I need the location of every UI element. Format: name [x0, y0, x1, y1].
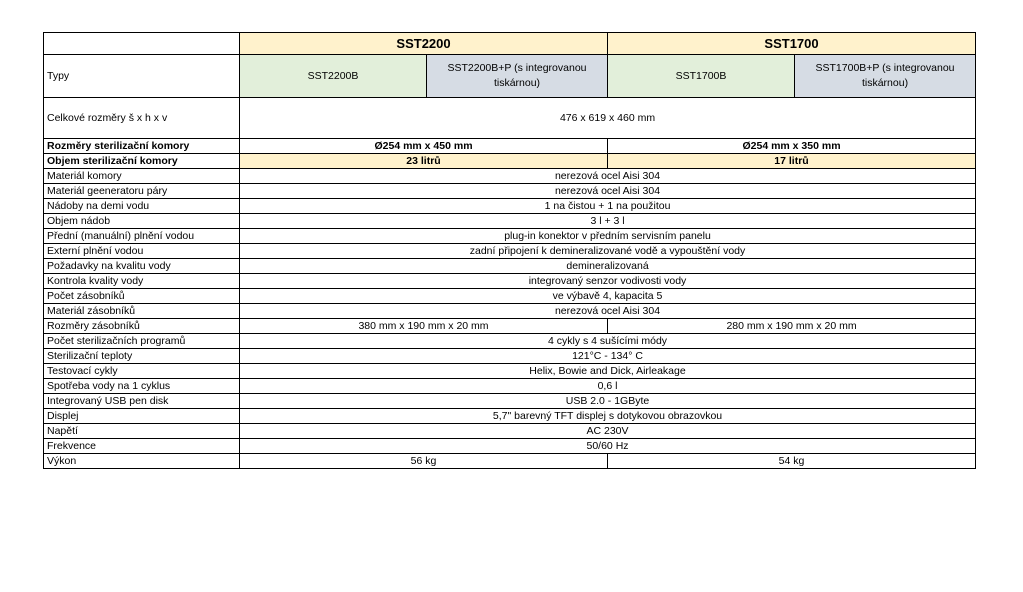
- header-empty-cell: [44, 33, 240, 55]
- row-value: AC 230V: [240, 424, 976, 439]
- model-sst2200: SST2200: [240, 33, 608, 55]
- row-label: Displej: [44, 409, 240, 424]
- table-row: [44, 259, 976, 274]
- row-value-sst2200: 380 mm x 190 mm x 20 mm: [240, 319, 608, 334]
- row-value-sst1700: 54 kg: [608, 454, 976, 469]
- table-row: [44, 394, 976, 409]
- type-sst2200b-p: SST2200B+P (s integrovanou tiskárnou): [427, 55, 608, 98]
- row-label: Typy: [44, 55, 240, 98]
- type-sst2200b: SST2200B: [240, 55, 427, 98]
- row-value: zadní připojení k demineralizované vodě a vypouštění vody: [240, 244, 976, 259]
- row-label: Přední (manuální) plnění vodou: [44, 229, 240, 244]
- row-label: Sterilizační teploty: [44, 349, 240, 364]
- row-value: 50/60 Hz: [240, 439, 976, 454]
- row-label: Objem nádob: [44, 214, 240, 229]
- table-row: [44, 334, 976, 349]
- table-row: [44, 424, 976, 439]
- row-label: Počet sterilizačních programů: [44, 334, 240, 349]
- table-row: [44, 214, 976, 229]
- type-sst1700b-p: SST1700B+P (s integrovanou tiskárnou): [795, 55, 976, 98]
- row-value: Helix, Bowie and Dick, Airleakage: [240, 364, 976, 379]
- row-value: nerezová ocel Aisi 304: [240, 169, 976, 184]
- row-label: Kontrola kvality vody: [44, 274, 240, 289]
- row-label: Spotřeba vody na 1 cyklus: [44, 379, 240, 394]
- row-label: Požadavky na kvalitu vody: [44, 259, 240, 274]
- row-value: 3 l + 3 l: [240, 214, 976, 229]
- row-value-sst2200: Ø254 mm x 450 mm: [240, 139, 608, 154]
- table-row: [44, 289, 976, 304]
- row-label: Počet zásobníků: [44, 289, 240, 304]
- row-label: Výkon: [44, 454, 240, 469]
- row-label: Testovací cykly: [44, 364, 240, 379]
- model-header-row: [44, 33, 976, 55]
- table-row: [44, 439, 976, 454]
- table-row: [44, 154, 976, 169]
- row-label: Materiál komory: [44, 169, 240, 184]
- row-label: Integrovaný USB pen disk: [44, 394, 240, 409]
- row-value: 121°C - 134° C: [240, 349, 976, 364]
- table-row: [44, 184, 976, 199]
- row-value: USB 2.0 - 1GByte: [240, 394, 976, 409]
- row-value: nerezová ocel Aisi 304: [240, 184, 976, 199]
- table-row: [44, 454, 976, 469]
- row-label: Materiál geeneratoru páry: [44, 184, 240, 199]
- row-value: plug-in konektor v předním servisním panelu: [240, 229, 976, 244]
- row-label: Frekvence: [44, 439, 240, 454]
- table-row: [44, 169, 976, 184]
- row-value: 4 cykly s 4 sušícími módy: [240, 334, 976, 349]
- row-label: Rozměry zásobníků: [44, 319, 240, 334]
- row-value: 0,6 l: [240, 379, 976, 394]
- row-value: integrovaný senzor vodivosti vody: [240, 274, 976, 289]
- row-value-sst1700: 17 litrů: [608, 154, 976, 169]
- table-row: [44, 349, 976, 364]
- row-value: nerezová ocel Aisi 304: [240, 304, 976, 319]
- row-value: demineralizovaná: [240, 259, 976, 274]
- row-label: Rozměry sterilizační komory: [44, 139, 240, 154]
- table-row: [44, 244, 976, 259]
- row-label: Objem sterilizační komory: [44, 154, 240, 169]
- type-sst1700b: SST1700B: [608, 55, 795, 98]
- row-value: 1 na čistou + 1 na použitou: [240, 199, 976, 214]
- types-row: [44, 55, 976, 98]
- table-row: [44, 199, 976, 214]
- table-row: [44, 379, 976, 394]
- row-value: 476 x 619 x 460 mm: [240, 98, 976, 139]
- row-label: Napětí: [44, 424, 240, 439]
- row-value: 5,7" barevný TFT displej s dotykovou obrazovkou: [240, 409, 976, 424]
- table-row: [44, 139, 976, 154]
- table-row: [44, 274, 976, 289]
- row-value-sst2200: 56 kg: [240, 454, 608, 469]
- row-label: Externí plnění vodou: [44, 244, 240, 259]
- row-label: Celkové rozměry š x h x v: [44, 98, 240, 139]
- row-label: Nádoby na demi vodu: [44, 199, 240, 214]
- spec-sheet: [43, 32, 976, 469]
- table-row: [44, 364, 976, 379]
- table-row: [44, 304, 976, 319]
- row-value-sst1700: 280 mm x 190 mm x 20 mm: [608, 319, 976, 334]
- row-value: ve výbavě 4, kapacita 5: [240, 289, 976, 304]
- row-value-sst2200: 23 litrů: [240, 154, 608, 169]
- model-sst1700: SST1700: [608, 33, 976, 55]
- spec-table: [43, 32, 976, 469]
- table-row: [44, 319, 976, 334]
- table-row: [44, 409, 976, 424]
- table-row: [44, 229, 976, 244]
- row-value-sst1700: Ø254 mm x 350 mm: [608, 139, 976, 154]
- table-row: [44, 98, 976, 139]
- row-label: Materiál zásobníků: [44, 304, 240, 319]
